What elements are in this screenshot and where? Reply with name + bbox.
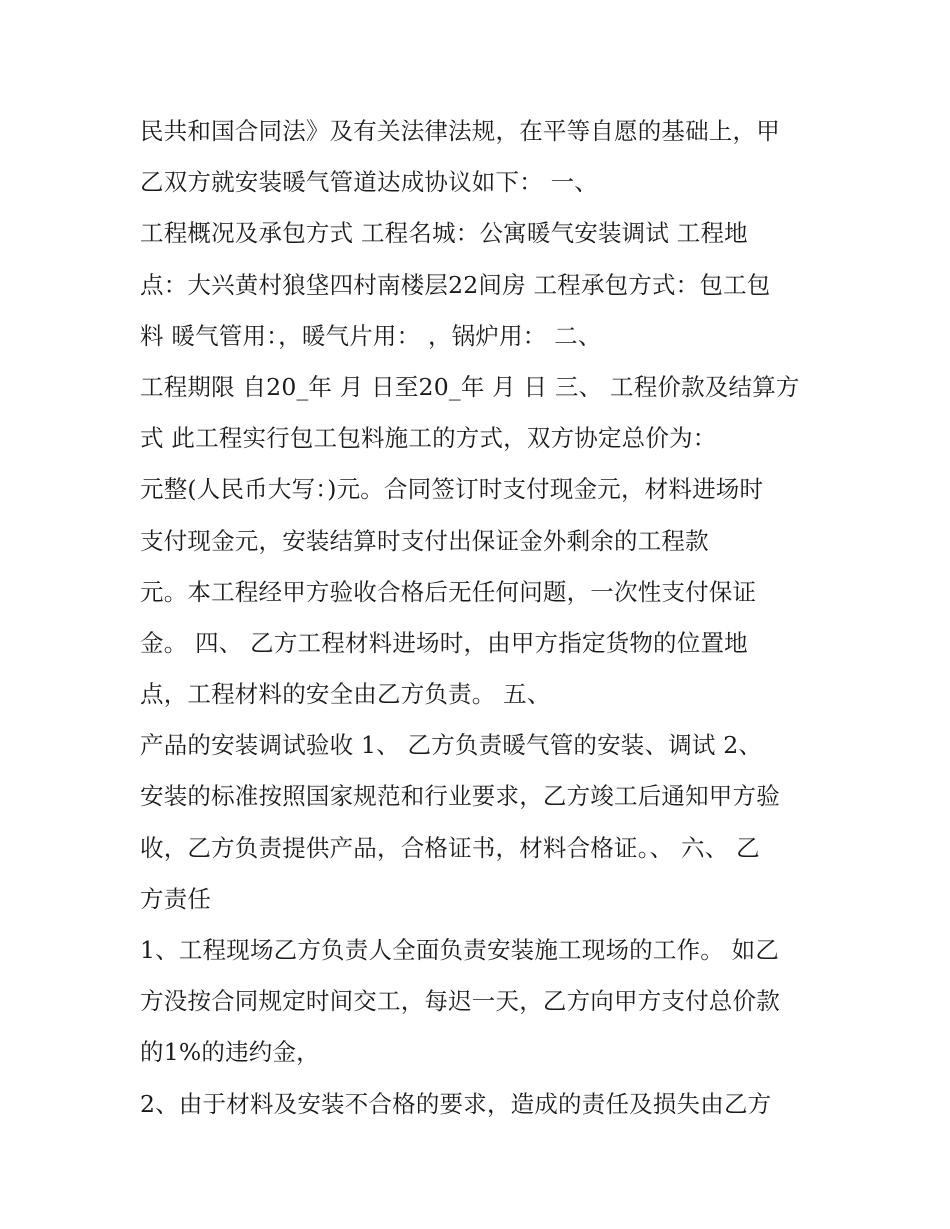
text-line: 产品的安装调试验收 1、 乙方负责暖气管的安装、调试 2、 [140, 731, 763, 760]
text-line: 元整(人民币大写：)元。合同签订时支付现金元，材料进场时 [140, 475, 764, 504]
text-line: 金。 四、 乙方工程材料进场时，由甲方指定货物的位置地 [140, 628, 748, 657]
text-line: 的1%的违约金， [140, 1038, 320, 1067]
text-line: 方没按合同规定时间交工，每迟一天，乙方向甲方支付总价款 [140, 987, 780, 1016]
text-line: 2、由于材料及安装不合格的要求，造成的责任及损失由乙方 [140, 1089, 772, 1118]
text-line: 点：大兴黄村狼垡四村南楼层22间房 工程承包方式：包工包 [140, 270, 771, 299]
text-line: 乙双方就安装暖气管道达成协议如下： 一、 [140, 168, 598, 197]
contract-body-text [140, 106, 830, 1130]
text-line: 民共和国合同法》及有关法律法规，在平等自愿的基础上，甲 [140, 117, 780, 145]
text-line: 方责任 [140, 884, 212, 913]
text-line: 料 暖气管用：，暖气片用： ，锅炉用： 二、 [140, 321, 602, 350]
text-line: 工程期限 自20_年 月 日至20_年 月 日 三、 工程价款及结算方 [140, 372, 800, 401]
text-line: 安装的标准按照国家规范和行业要求，乙方竣工后通知甲方验 [140, 782, 780, 811]
text-line: 式 此工程实行包工包料施工的方式，双方协定总价为： [140, 424, 717, 453]
text-line: 工程概况及承包方式 工程名城：公寓暖气安装调试 工程地 [140, 219, 748, 248]
text-line: 支付现金元，安装结算时支付出保证金外剩余的工程款 [140, 526, 709, 555]
text-line: 1、工程现场乙方负责人全面负责安装施工现场的工作。 如乙 [140, 936, 780, 964]
text-line: 点，工程材料的安全由乙方负责。 五、 [140, 680, 551, 709]
text-line: 元。本工程经甲方验收合格后无任何问题，一次性支付保证 [140, 577, 757, 606]
text-line: 收，乙方负责提供产品，合格证书，材料合格证。、 六、 乙 [140, 833, 760, 862]
